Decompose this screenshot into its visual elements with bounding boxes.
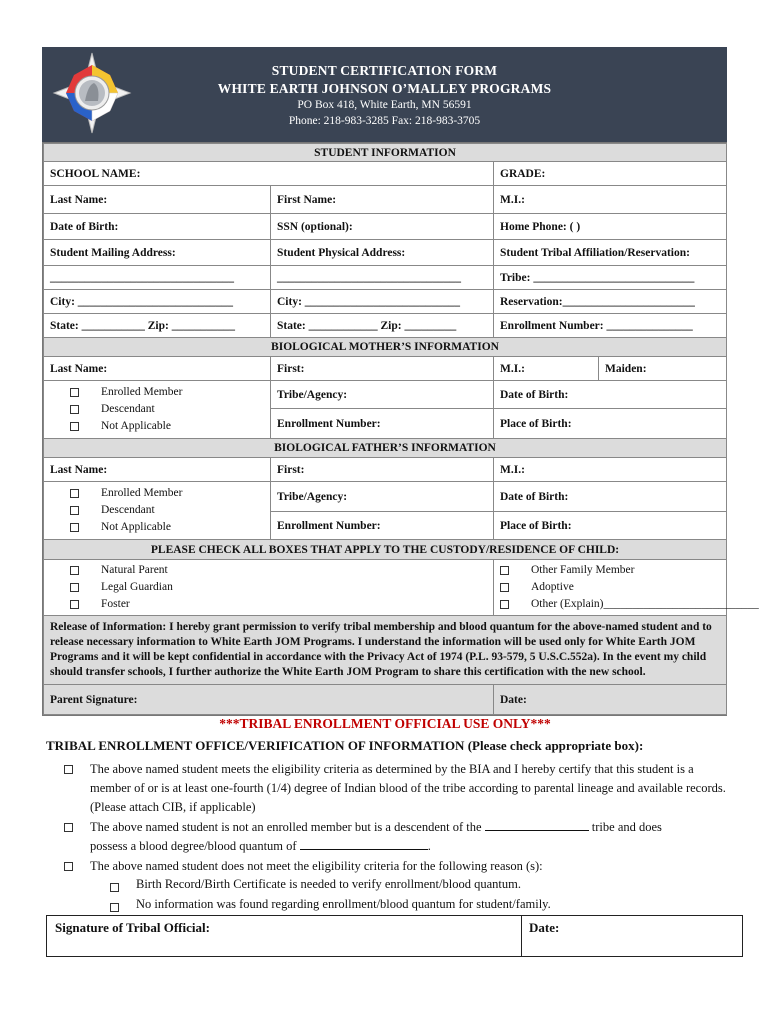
program-phone: Phone: 218-983-3285 Fax: 218-983-3705 bbox=[288, 115, 481, 127]
custody-options-left bbox=[44, 560, 494, 616]
custody-other-explain[interactable]: Other (Explain)___________________________ bbox=[500, 596, 720, 613]
mailing-city-field[interactable]: City: ___________________________ bbox=[44, 290, 271, 314]
verification-item-not-eligible: The above named student does not meet the eligibility criteria for the following reason (s): bbox=[90, 859, 543, 873]
physical-address-line[interactable]: ________________________________ bbox=[271, 266, 494, 290]
student-section-title: STUDENT INFORMATION bbox=[44, 144, 727, 162]
student-dob-field[interactable]: Date of Birth: bbox=[44, 214, 271, 240]
reservation-field[interactable]: Reservation:_______________________ bbox=[494, 290, 727, 314]
tribe-blank[interactable] bbox=[485, 830, 589, 831]
father-option-enrolled[interactable]: Enrolled Member bbox=[50, 485, 264, 502]
custody-options-right bbox=[494, 560, 759, 616]
parent-signature-field[interactable]: Parent Signature: bbox=[44, 685, 494, 715]
mailing-address-line[interactable]: ________________________________ bbox=[44, 266, 271, 290]
custody-foster[interactable]: Foster bbox=[50, 596, 487, 613]
checkbox-icon[interactable] bbox=[500, 566, 509, 575]
checkbox-icon[interactable] bbox=[70, 583, 79, 592]
mother-option-enrolled[interactable]: Enrolled Member bbox=[50, 384, 264, 401]
custody-adoptive[interactable]: Adoptive bbox=[500, 579, 720, 596]
verification-heading: TRIBAL ENROLLMENT OFFICE/VERIFICATION OF INFORMATION (Please check appropriate box): bbox=[46, 738, 644, 753]
official-signature-field[interactable]: Signature of Tribal Official: bbox=[55, 920, 210, 935]
mailing-address-label: Student Mailing Address: bbox=[44, 240, 271, 266]
checkbox-icon[interactable] bbox=[110, 883, 119, 892]
student-ssn-field[interactable]: SSN (optional): bbox=[271, 214, 494, 240]
custody-natural-parent[interactable]: Natural Parent bbox=[50, 562, 487, 579]
official-use-banner: ***TRIBAL ENROLLMENT OFFICIAL USE ONLY*** bbox=[219, 716, 551, 731]
father-dob-field[interactable]: Date of Birth: bbox=[494, 482, 727, 512]
mother-mi-field[interactable]: M.I.: bbox=[494, 357, 599, 381]
custody-other-family[interactable]: Other Family Member bbox=[500, 562, 720, 579]
custody-section-title: PLEASE CHECK ALL BOXES THAT APPLY TO THE CUSTODY/RESIDENCE OF CHILD: bbox=[44, 540, 727, 560]
physical-city-field[interactable]: City: ___________________________ bbox=[271, 290, 494, 314]
reason-birth-record: Birth Record/Birth Certificate is needed to verify enrollment/blood quantum. bbox=[136, 877, 521, 891]
checkbox-icon[interactable] bbox=[500, 600, 509, 609]
checkbox-icon[interactable] bbox=[70, 566, 79, 575]
checkbox-icon[interactable] bbox=[70, 422, 79, 431]
official-signature-box bbox=[46, 915, 743, 957]
student-home-phone-field[interactable]: Home Phone: ( ) bbox=[494, 214, 727, 240]
mother-maiden-field[interactable]: Maiden: bbox=[599, 357, 727, 381]
physical-address-label: Student Physical Address: bbox=[271, 240, 494, 266]
mother-tribe-field[interactable]: Tribe/Agency: bbox=[271, 381, 494, 409]
grade-field[interactable]: GRADE: bbox=[494, 162, 727, 186]
father-mi-field[interactable]: M.I.: bbox=[494, 458, 727, 482]
mother-dob-field[interactable]: Date of Birth: bbox=[494, 381, 727, 409]
mother-enrollment-field[interactable]: Enrollment Number: bbox=[271, 409, 494, 439]
form-header bbox=[42, 47, 727, 142]
mother-pob-field[interactable]: Place of Birth: bbox=[494, 409, 727, 439]
checkbox-icon[interactable] bbox=[64, 823, 73, 832]
certification-form bbox=[42, 142, 759, 716]
father-enrollment-field[interactable]: Enrollment Number: bbox=[271, 512, 494, 540]
program-title: WHITE EARTH JOHNSON O’MALLEY PROGRAMS bbox=[217, 81, 552, 96]
official-date-field[interactable]: Date: bbox=[529, 920, 560, 935]
checkbox-icon[interactable] bbox=[70, 523, 79, 532]
tribe-field[interactable]: Tribe: ____________________________ bbox=[494, 266, 727, 290]
checkbox-icon[interactable] bbox=[70, 489, 79, 498]
father-pob-field[interactable]: Place of Birth: bbox=[494, 512, 727, 540]
father-option-na[interactable]: Not Applicable bbox=[50, 519, 264, 536]
checkbox-icon[interactable] bbox=[64, 765, 73, 774]
student-last-name-field[interactable]: Last Name: bbox=[44, 186, 271, 214]
student-first-name-field[interactable]: First Name: bbox=[271, 186, 494, 214]
custody-legal-guardian[interactable]: Legal Guardian bbox=[50, 579, 487, 596]
checkbox-icon[interactable] bbox=[70, 405, 79, 414]
mother-last-name-field[interactable]: Last Name: bbox=[44, 357, 271, 381]
mother-section-title: BIOLOGICAL MOTHER’S INFORMATION bbox=[44, 338, 727, 357]
checkbox-icon[interactable] bbox=[500, 583, 509, 592]
checkbox-icon[interactable] bbox=[110, 903, 119, 912]
father-tribe-field[interactable]: Tribe/Agency: bbox=[271, 482, 494, 512]
mother-option-na[interactable]: Not Applicable bbox=[50, 418, 264, 435]
checkbox-icon[interactable] bbox=[70, 506, 79, 515]
mother-status-options bbox=[44, 381, 271, 439]
checkbox-icon[interactable] bbox=[64, 862, 73, 871]
father-option-descendant[interactable]: Descendant bbox=[50, 502, 264, 519]
father-last-name-field[interactable]: Last Name: bbox=[44, 458, 271, 482]
checkbox-icon[interactable] bbox=[70, 600, 79, 609]
tribal-affiliation-label: Student Tribal Affiliation/Reservation: bbox=[494, 240, 727, 266]
mailing-state-zip-field[interactable]: State: ___________ Zip: ___________ bbox=[44, 314, 271, 338]
parent-date-field[interactable]: Date: bbox=[494, 685, 727, 715]
program-address: PO Box 418, White Earth, MN 56591 bbox=[297, 99, 472, 111]
mother-first-field[interactable]: First: bbox=[271, 357, 494, 381]
blood-quantum-blank[interactable] bbox=[300, 849, 428, 850]
form-title: STUDENT CERTIFICATION FORM bbox=[271, 63, 498, 78]
student-mi-field[interactable]: M.I.: bbox=[494, 186, 727, 214]
verification-item-descendant: The above named student is not an enrolled member but is a descendent of the tribe and does possess a blood degree/blood quantum of . bbox=[90, 820, 662, 853]
father-first-field[interactable]: First: bbox=[271, 458, 494, 482]
enrollment-number-field[interactable]: Enrollment Number: _______________ bbox=[494, 314, 727, 338]
checkbox-icon[interactable] bbox=[70, 388, 79, 397]
verification-item-eligible: The above named student meets the eligibility criteria as determined by the BIA and I hereby certify that this student is a member of or is at least one-fourth (1/4) degree of Indian blood of the tribe according to parental lineage and available records. (Please attach CIB, if applicable) bbox=[90, 762, 726, 814]
school-name-field[interactable]: SCHOOL NAME: bbox=[44, 162, 494, 186]
release-of-information: Release of Information: I hereby grant permission to verify tribal membership and blood quantum for the above-named student and to release necessary information to White Earth JOM Programs. I understand the information will be used only for White Earth JOM Programs and it will be kept confidential in accordance with the Privacy Act of 1974 (P.L. 93-579, 5 U.S.C.552a). In the event my child should transfer schools, I further authorize the White Earth JOM Program to share this certification with the new school. bbox=[44, 616, 727, 685]
physical-state-zip-field[interactable]: State: ____________ Zip: _________ bbox=[271, 314, 494, 338]
signature-divider bbox=[521, 916, 522, 956]
father-section-title: BIOLOGICAL FATHER’S INFORMATION bbox=[44, 439, 727, 458]
reason-no-information: No information was found regarding enrollment/blood quantum for student/family. bbox=[136, 897, 551, 911]
father-status-options bbox=[44, 482, 271, 540]
mother-option-descendant[interactable]: Descendant bbox=[50, 401, 264, 418]
